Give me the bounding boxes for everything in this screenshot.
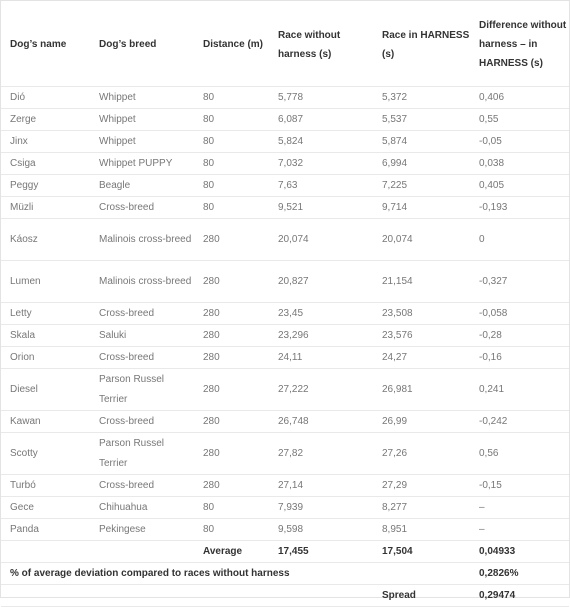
cell-without-harness: 9,598 [269, 519, 373, 541]
header-distance: Distance (m) [194, 1, 269, 87]
cell-name: Letty [1, 303, 90, 325]
deviation-label: % of average deviation compared to races without harness [1, 563, 470, 585]
cell-in-harness: 27,29 [373, 475, 470, 497]
cell-distance: 280 [194, 261, 269, 303]
table-row [1, 347, 569, 369]
cell-distance: 280 [194, 219, 269, 261]
table-row [1, 325, 569, 347]
cell-breed: Whippet [90, 87, 194, 109]
cell-in-harness: 27,26 [373, 433, 470, 475]
cell-breed: Saluki [90, 325, 194, 347]
cell-in-harness: 8,951 [373, 519, 470, 541]
table-body [1, 87, 569, 541]
cell-in-harness: 5,874 [373, 131, 470, 153]
table-row [1, 475, 569, 497]
cell-distance: 280 [194, 369, 269, 411]
table-summary [1, 541, 569, 607]
header-without-harness: Race without harness (s) [269, 1, 373, 87]
cell-difference: – [470, 497, 569, 519]
cell-without-harness: 7,63 [269, 175, 373, 197]
table-row [1, 153, 569, 175]
cell-distance: 80 [194, 497, 269, 519]
cell-breed: Parson Russel Terrier [90, 433, 194, 475]
cell-breed: Beagle [90, 175, 194, 197]
table-row [1, 261, 569, 303]
cell-in-harness: 20,074 [373, 219, 470, 261]
header-difference: Difference without harness – in HARNESS (s) [470, 1, 569, 87]
cell-breed: Whippet PUPPY [90, 153, 194, 175]
spread-row [1, 585, 569, 607]
cell-breed: Chihuahua [90, 497, 194, 519]
cell-name: Panda [1, 519, 90, 541]
cell-distance: 280 [194, 411, 269, 433]
spread-value: 0,29474 [470, 585, 569, 607]
cell-breed: Cross-breed [90, 197, 194, 219]
cell-difference: -0,16 [470, 347, 569, 369]
cell-without-harness: 5,824 [269, 131, 373, 153]
cell-without-harness: 20,827 [269, 261, 373, 303]
cell-distance: 80 [194, 519, 269, 541]
cell-without-harness: 9,521 [269, 197, 373, 219]
average-label: Average [194, 541, 269, 563]
deviation-value: 0,2826% [470, 563, 569, 585]
cell-name: Orion [1, 347, 90, 369]
cell-difference: -0,327 [470, 261, 569, 303]
table-row [1, 175, 569, 197]
average-without: 17,455 [269, 541, 373, 563]
cell-in-harness: 23,508 [373, 303, 470, 325]
cell-difference: 0,038 [470, 153, 569, 175]
cell-difference: -0,05 [470, 131, 569, 153]
cell-name: Zerge [1, 109, 90, 131]
cell-name: Peggy [1, 175, 90, 197]
cell-in-harness: 26,99 [373, 411, 470, 433]
cell-name: Turbó [1, 475, 90, 497]
cell-in-harness: 6,994 [373, 153, 470, 175]
cell-breed: Pekingese [90, 519, 194, 541]
cell-in-harness: 26,981 [373, 369, 470, 411]
cell-name: Kawan [1, 411, 90, 433]
cell-name: Müzli [1, 197, 90, 219]
table-row [1, 411, 569, 433]
header-breed: Dog’s breed [90, 1, 194, 87]
cell-difference: -0,193 [470, 197, 569, 219]
cell-difference: 0,55 [470, 109, 569, 131]
cell-without-harness: 23,296 [269, 325, 373, 347]
cell-without-harness: 24,11 [269, 347, 373, 369]
cell-in-harness: 5,372 [373, 87, 470, 109]
cell-distance: 80 [194, 109, 269, 131]
cell-in-harness: 8,277 [373, 497, 470, 519]
cell-without-harness: 7,032 [269, 153, 373, 175]
cell-name: Csiga [1, 153, 90, 175]
cell-breed: Cross-breed [90, 475, 194, 497]
cell-distance: 280 [194, 325, 269, 347]
cell-distance: 80 [194, 131, 269, 153]
cell-difference: 0,241 [470, 369, 569, 411]
header-in-harness: Race in HARNESS (s) [373, 1, 470, 87]
cell-difference: -0,28 [470, 325, 569, 347]
cell-without-harness: 5,778 [269, 87, 373, 109]
cell-without-harness: 7,939 [269, 497, 373, 519]
cell-in-harness: 5,537 [373, 109, 470, 131]
deviation-row [1, 563, 569, 585]
cell-distance: 280 [194, 303, 269, 325]
table-row [1, 303, 569, 325]
cell-breed: Parson Russel Terrier [90, 369, 194, 411]
cell-distance: 280 [194, 433, 269, 475]
cell-difference: -0,242 [470, 411, 569, 433]
table-header-row [1, 1, 569, 87]
average-difference: 0,04933 [470, 541, 569, 563]
cell-in-harness: 23,576 [373, 325, 470, 347]
cell-without-harness: 26,748 [269, 411, 373, 433]
table-row [1, 433, 569, 475]
header-name: Dog’s name [1, 1, 90, 87]
cell-difference: 0,56 [470, 433, 569, 475]
cell-difference: – [470, 519, 569, 541]
cell-distance: 280 [194, 347, 269, 369]
spread-label: Spread [373, 585, 470, 607]
cell-breed: Cross-breed [90, 303, 194, 325]
cell-name: Skala [1, 325, 90, 347]
cell-distance: 80 [194, 87, 269, 109]
table-row [1, 197, 569, 219]
cell-distance: 80 [194, 197, 269, 219]
cell-breed: Cross-breed [90, 347, 194, 369]
cell-name: Dió [1, 87, 90, 109]
cell-in-harness: 24,27 [373, 347, 470, 369]
cell-name: Káosz [1, 219, 90, 261]
cell-without-harness: 6,087 [269, 109, 373, 131]
average-row [1, 541, 569, 563]
average-harness: 17,504 [373, 541, 470, 563]
table-row [1, 519, 569, 541]
cell-name: Diesel [1, 369, 90, 411]
cell-difference: 0,405 [470, 175, 569, 197]
cell-difference: -0,15 [470, 475, 569, 497]
cell-in-harness: 7,225 [373, 175, 470, 197]
table-row [1, 219, 569, 261]
cell-name: Jinx [1, 131, 90, 153]
cell-name: Lumen [1, 261, 90, 303]
cell-without-harness: 23,45 [269, 303, 373, 325]
table-row [1, 131, 569, 153]
cell-without-harness: 27,14 [269, 475, 373, 497]
cell-breed: Whippet [90, 131, 194, 153]
cell-breed: Malinois cross-breed [90, 261, 194, 303]
table-row [1, 109, 569, 131]
cell-breed: Malinois cross-breed [90, 219, 194, 261]
cell-in-harness: 9,714 [373, 197, 470, 219]
cell-name: Scotty [1, 433, 90, 475]
cell-in-harness: 21,154 [373, 261, 470, 303]
cell-difference: 0 [470, 219, 569, 261]
table-row [1, 369, 569, 411]
cell-without-harness: 20,074 [269, 219, 373, 261]
cell-difference: -0,058 [470, 303, 569, 325]
cell-breed: Whippet [90, 109, 194, 131]
cell-distance: 80 [194, 175, 269, 197]
cell-name: Gece [1, 497, 90, 519]
cell-distance: 280 [194, 475, 269, 497]
dog-race-table [1, 1, 569, 607]
cell-difference: 0,406 [470, 87, 569, 109]
table-row [1, 497, 569, 519]
cell-without-harness: 27,82 [269, 433, 373, 475]
cell-without-harness: 27,222 [269, 369, 373, 411]
cell-breed: Cross-breed [90, 411, 194, 433]
cell-distance: 80 [194, 153, 269, 175]
table-row [1, 87, 569, 109]
